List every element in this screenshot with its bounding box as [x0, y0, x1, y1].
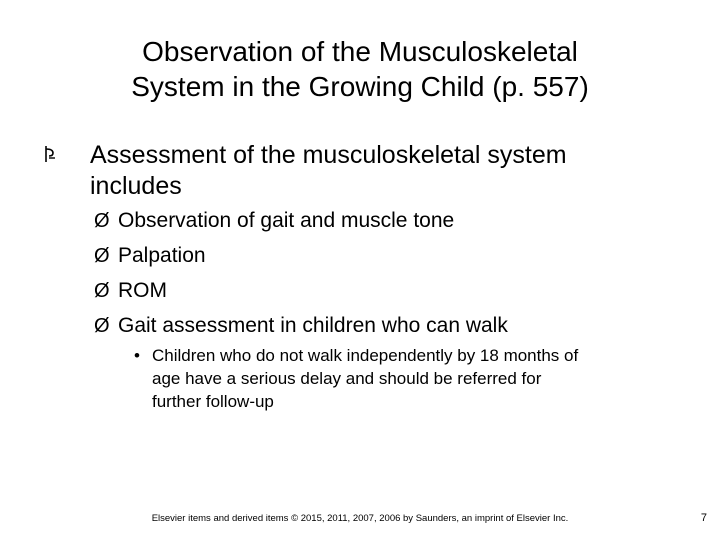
- arrow-bullet-icon: Ø: [94, 210, 110, 232]
- arrow-bullet-icon: Ø: [94, 245, 110, 267]
- dot-bullet-icon: •: [134, 346, 140, 365]
- hook-bullet-icon: [44, 144, 58, 164]
- sub-point-list: [94, 205, 654, 345]
- main-point-line-2: includes: [90, 172, 182, 200]
- note-text: [152, 344, 672, 413]
- slide-title: [40, 34, 680, 104]
- sub-point-text: Observation of gait and muscle tone: [118, 209, 455, 232]
- arrow-bullet-icon: Ø: [94, 315, 110, 337]
- note-line-1: Children who do not walk independently by 18 months of: [152, 346, 579, 365]
- sub-point-item: [94, 205, 654, 240]
- note-line-3: further follow-up: [152, 392, 274, 411]
- main-point-text: [90, 140, 650, 202]
- main-point-line-1: Assessment of the musculoskeletal system: [90, 141, 567, 169]
- sub-point-item: [94, 310, 654, 345]
- arrow-bullet-icon: Ø: [94, 280, 110, 302]
- sub-point-text: Palpation: [118, 244, 206, 267]
- sub-point-item: [94, 275, 654, 310]
- title-line-1: Observation of the Musculoskeletal: [142, 36, 578, 67]
- note-line-2: age have a serious delay and should be referred for: [152, 369, 542, 388]
- sub-point-text: Gait assessment in children who can walk: [118, 314, 508, 337]
- sub-point-text: ROM: [118, 279, 167, 302]
- copyright-footer: Elsevier items and derived items © 2015, 2011, 2007, 2006 by Saunders, an imprint of Elsevier Inc.: [151, 513, 569, 524]
- title-line-2: System in the Growing Child (p. 557): [131, 71, 589, 102]
- page-number: 7: [700, 512, 707, 524]
- sub-point-item: [94, 240, 654, 275]
